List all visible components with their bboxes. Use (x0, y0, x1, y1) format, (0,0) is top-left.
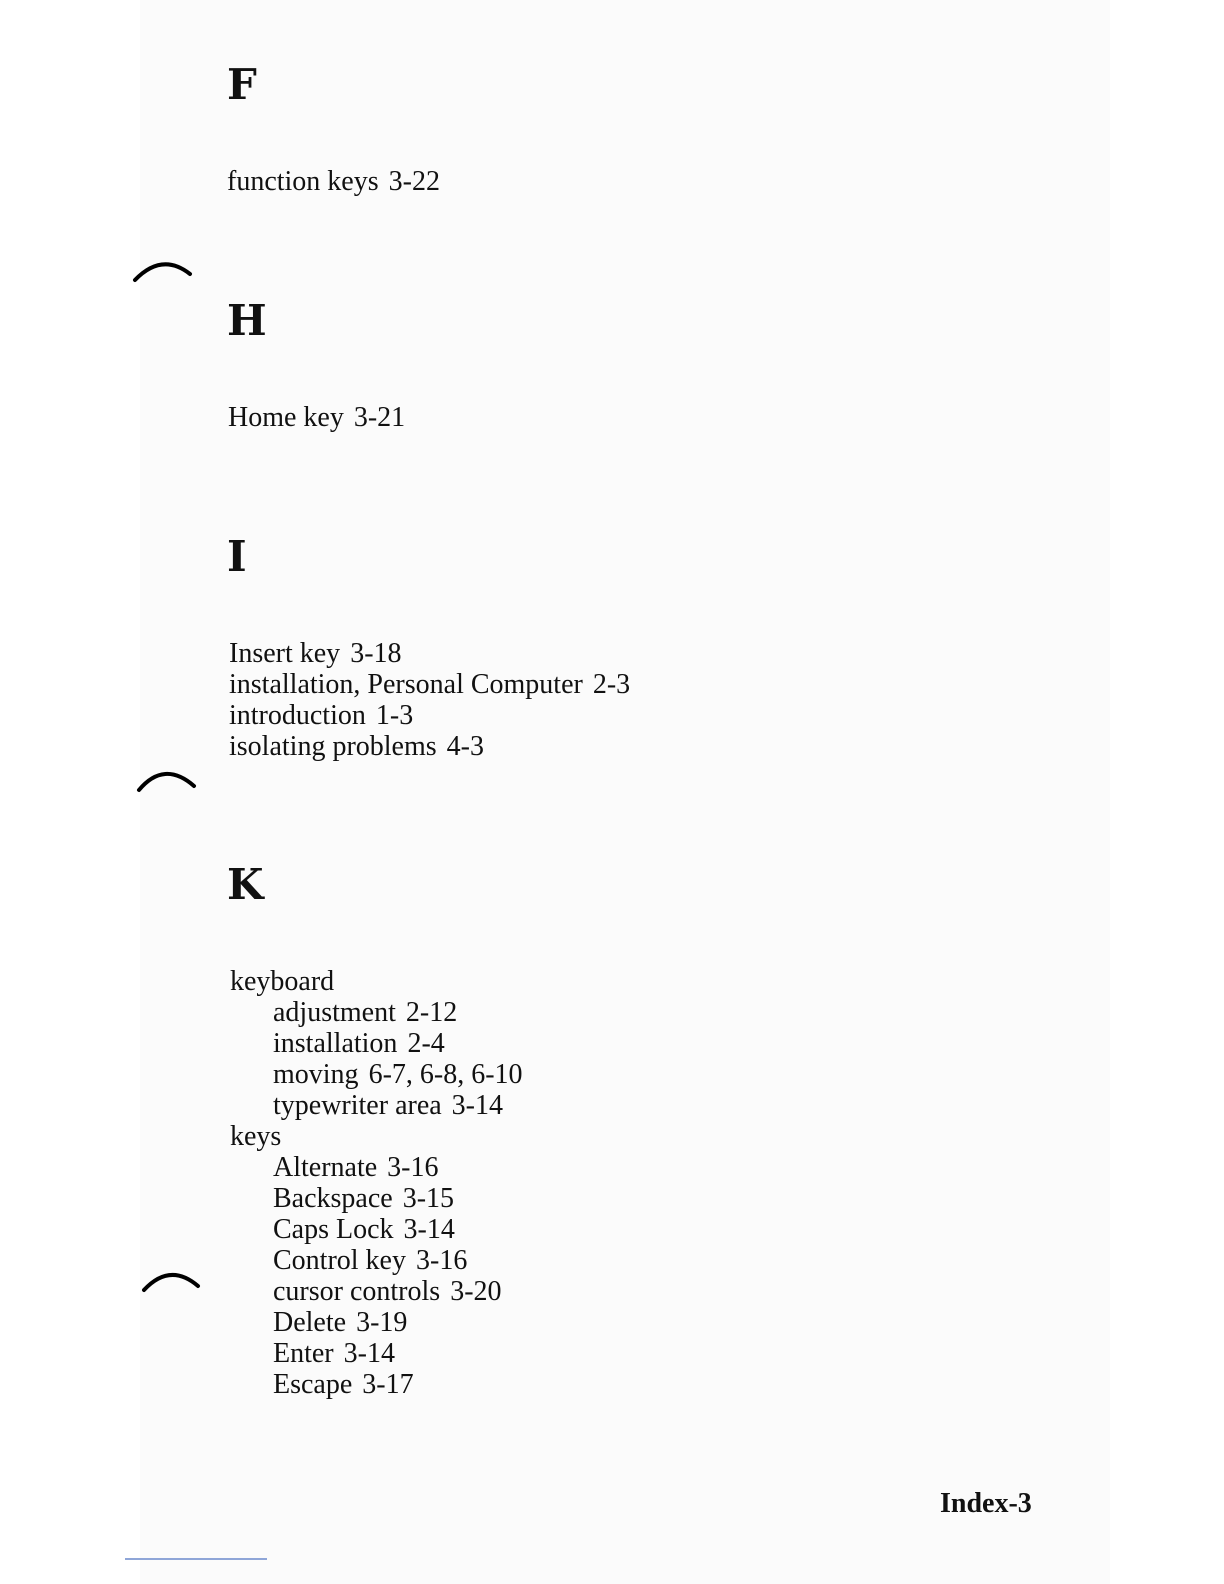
section-letter-h: H (227, 296, 267, 345)
entry-term: keys (230, 1121, 282, 1152)
index-subentry (273, 1276, 502, 1307)
entry-term: moving (273, 1059, 359, 1090)
section-letter-i: I (227, 532, 247, 581)
index-subentry (273, 1369, 414, 1400)
index-entry (229, 638, 402, 669)
entry-term: installation (273, 1028, 398, 1059)
index-subentry (273, 1183, 454, 1214)
entry-term: Backspace (273, 1183, 393, 1214)
entry-pages: 3-21 (353, 402, 406, 433)
entry-term: installation, Personal Computer (229, 669, 583, 700)
entry-term: typewriter area (273, 1090, 442, 1121)
punch-hole-arc-icon (136, 762, 200, 794)
entry-term: Control key (273, 1245, 406, 1276)
entry-pages: 3-19 (356, 1307, 408, 1338)
index-subentry (273, 1214, 455, 1245)
entry-term: introduction (229, 700, 366, 731)
page-number: Index-3 (940, 1488, 1032, 1519)
index-subentry (273, 1245, 467, 1276)
entry-pages: 2-12 (405, 997, 458, 1028)
punch-hole-arc-icon (132, 254, 196, 286)
entry-pages: 1-3 (375, 700, 414, 731)
index-subentry (273, 1090, 503, 1121)
index-subentry (273, 1059, 523, 1090)
entry-term: Caps Lock (273, 1214, 394, 1245)
index-entry (229, 731, 484, 762)
section-letter-f: F (227, 60, 257, 109)
entry-pages: 3-14 (343, 1338, 395, 1369)
punch-hole-arc-icon (140, 1266, 204, 1298)
index-subentry (273, 1307, 407, 1338)
entry-pages: 3-16 (387, 1152, 439, 1183)
index-subentry (273, 1152, 439, 1183)
section-letter-k: K (227, 860, 264, 909)
entry-term: isolating problems (229, 731, 437, 762)
index-entry (229, 700, 413, 731)
entry-pages: 3-17 (362, 1369, 414, 1400)
entry-pages: 3-16 (416, 1245, 468, 1276)
entry-term: Insert key (229, 638, 341, 669)
entry-term: keyboard (230, 966, 335, 997)
entry-pages: 2-3 (592, 669, 631, 700)
entry-pages: 3-14 (403, 1214, 455, 1245)
entry-term: Escape (273, 1369, 353, 1400)
entry-term: Enter (273, 1338, 334, 1369)
entry-term: Alternate (273, 1152, 378, 1183)
entry-term: adjustment (273, 997, 396, 1028)
entry-term: cursor controls (273, 1276, 441, 1307)
entry-pages: 3-14 (451, 1090, 503, 1121)
index-entry (228, 402, 405, 433)
entry-term: function keys (227, 166, 379, 197)
index-subentry (273, 1028, 445, 1059)
index-entry (230, 966, 334, 997)
entry-pages: 3-22 (388, 166, 440, 197)
scan-edge-line (125, 1558, 267, 1560)
entry-pages: 3-20 (450, 1276, 502, 1307)
entry-pages: 3-15 (402, 1183, 455, 1214)
index-entry (227, 166, 440, 197)
index-entry (230, 1121, 281, 1152)
entry-term: Delete (273, 1307, 347, 1338)
entry-pages: 4-3 (446, 731, 484, 762)
entry-term: Home key (228, 402, 344, 433)
entry-pages: 6-7, 6-8, 6-10 (368, 1059, 523, 1090)
index-subentry (273, 1338, 395, 1369)
entry-pages: 3-18 (350, 638, 402, 669)
index-entry (229, 669, 630, 700)
entry-pages: 2-4 (407, 1028, 445, 1059)
index-subentry (273, 997, 457, 1028)
